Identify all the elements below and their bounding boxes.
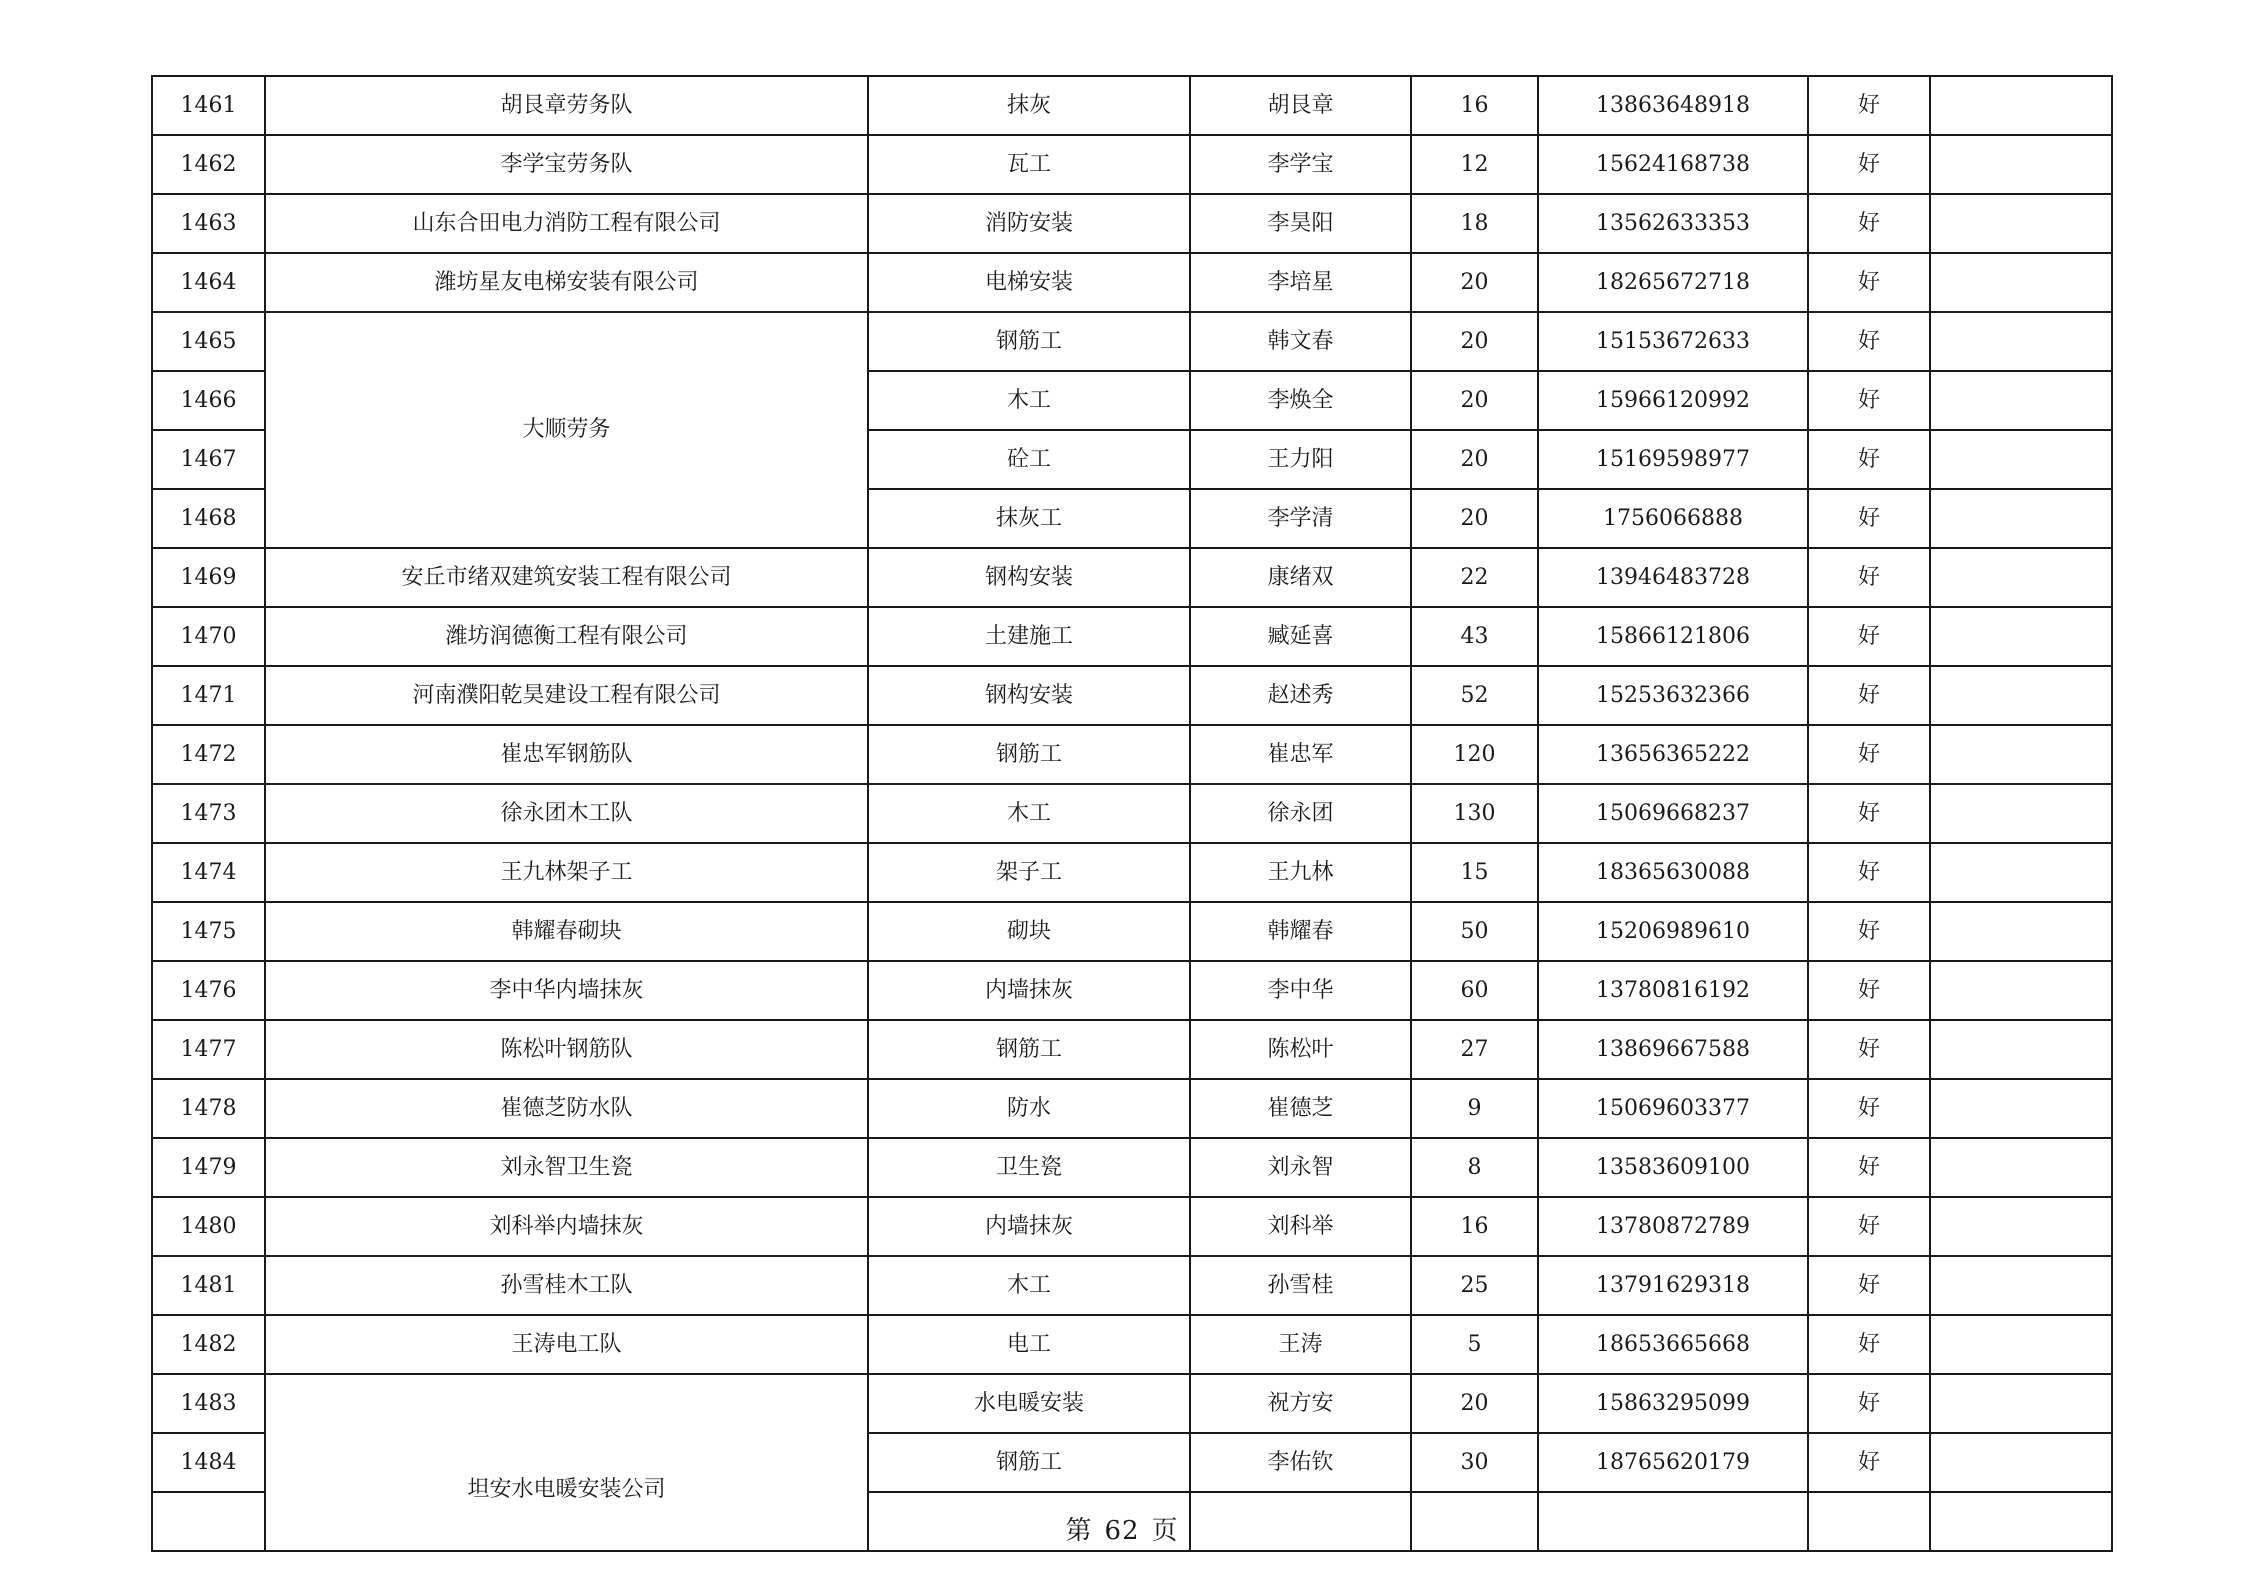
note-cell [1930,135,2112,194]
trade-cell: 土建施工 [868,607,1190,666]
leader-cell: 李学清 [1190,489,1411,548]
worker-count-cell: 8 [1411,1138,1538,1197]
note-cell [1930,1374,2112,1433]
rating-cell: 好 [1808,489,1930,548]
trade-cell: 钢筋工 [868,1020,1190,1079]
leader-cell: 胡艮章 [1190,76,1411,135]
company-cell: 刘科举内墙抹灰 [265,1197,868,1256]
leader-cell: 崔德芝 [1190,1079,1411,1138]
table-row [152,312,2112,371]
trade-cell: 防水 [868,1079,1190,1138]
row-number-cell: 1461 [152,76,265,135]
worker-count-cell: 15 [1411,843,1538,902]
phone-cell: 18653665668 [1538,1315,1808,1374]
trade-cell: 架子工 [868,843,1190,902]
phone-cell: 13656365222 [1538,725,1808,784]
note-cell [1930,961,2112,1020]
trade-cell: 抹灰工 [868,489,1190,548]
table-row [152,1315,2112,1374]
worker-count-cell: 20 [1411,253,1538,312]
table-row [152,1374,2112,1433]
trade-cell: 木工 [868,1256,1190,1315]
trade-cell: 钢筋工 [868,312,1190,371]
rating-cell: 好 [1808,548,1930,607]
rating-cell: 好 [1808,430,1930,489]
worker-count-cell: 20 [1411,371,1538,430]
row-number-cell: 1482 [152,1315,265,1374]
rating-cell: 好 [1808,725,1930,784]
table-row [152,1079,2112,1138]
table-row [152,961,2112,1020]
company-cell: 河南濮阳乾昊建设工程有限公司 [265,666,868,725]
note-cell [1930,1433,2112,1492]
page-number-footer [0,1510,2244,1547]
company-cell: 胡艮章劳务队 [265,76,868,135]
trade-cell: 砌块 [868,902,1190,961]
worker-count-cell: 25 [1411,1256,1538,1315]
rating-cell: 好 [1808,135,1930,194]
worker-count-cell: 120 [1411,725,1538,784]
rating-cell: 好 [1808,784,1930,843]
worker-count-cell: 16 [1411,1197,1538,1256]
trade-cell: 内墙抹灰 [868,961,1190,1020]
note-cell [1930,843,2112,902]
leader-cell: 康绪双 [1190,548,1411,607]
phone-cell: 15863295099 [1538,1374,1808,1433]
company-cell: 潍坊星友电梯安装有限公司 [265,253,868,312]
phone-cell: 13583609100 [1538,1138,1808,1197]
note-cell [1930,371,2112,430]
phone-cell: 15624168738 [1538,135,1808,194]
row-number-cell: 1474 [152,843,265,902]
roster-sheet [151,75,2111,1502]
note-cell [1930,489,2112,548]
phone-cell: 13869667588 [1538,1020,1808,1079]
row-number-cell: 1462 [152,135,265,194]
phone-cell: 15069668237 [1538,784,1808,843]
rating-cell: 好 [1808,1197,1930,1256]
trade-cell: 钢筋工 [868,1433,1190,1492]
phone-cell: 18265672718 [1538,253,1808,312]
leader-cell: 陈松叶 [1190,1020,1411,1079]
worker-count-cell: 43 [1411,607,1538,666]
worker-count-cell: 12 [1411,135,1538,194]
worker-count-cell: 9 [1411,1079,1538,1138]
table-row [152,253,2112,312]
note-cell [1930,1315,2112,1374]
leader-cell: 韩耀春 [1190,902,1411,961]
worker-count-cell: 16 [1411,76,1538,135]
company-cell: 刘永智卫生瓷 [265,1138,868,1197]
note-cell [1930,1197,2112,1256]
leader-cell: 徐永团 [1190,784,1411,843]
rating-cell: 好 [1808,1315,1930,1374]
worker-count-cell: 20 [1411,430,1538,489]
phone-cell: 15253632366 [1538,666,1808,725]
table-row [152,1256,2112,1315]
company-cell: 王涛电工队 [265,1315,868,1374]
worker-count-cell: 20 [1411,312,1538,371]
trade-cell: 抹灰 [868,76,1190,135]
worker-count-cell: 50 [1411,902,1538,961]
leader-cell: 李焕全 [1190,371,1411,430]
note-cell [1930,607,2112,666]
note-cell [1930,253,2112,312]
trade-cell: 卫生瓷 [868,1138,1190,1197]
phone-cell: 13946483728 [1538,548,1808,607]
phone-cell: 15866121806 [1538,607,1808,666]
trade-cell: 瓦工 [868,135,1190,194]
company-cell: 李中华内墙抹灰 [265,961,868,1020]
trade-cell: 木工 [868,371,1190,430]
worker-count-cell: 18 [1411,194,1538,253]
note-cell [1930,725,2112,784]
trade-cell: 消防安装 [868,194,1190,253]
table-row [152,1197,2112,1256]
table-row [152,666,2112,725]
note-cell [1930,1138,2112,1197]
table-row [152,135,2112,194]
row-number-cell: 1475 [152,902,265,961]
row-number-cell: 1477 [152,1020,265,1079]
leader-cell: 刘永智 [1190,1138,1411,1197]
phone-cell: 13562633353 [1538,194,1808,253]
rating-cell: 好 [1808,1079,1930,1138]
company-cell: 安丘市绪双建筑安装工程有限公司 [265,548,868,607]
worker-count-cell: 20 [1411,1374,1538,1433]
row-number-cell: 1470 [152,607,265,666]
note-cell [1930,902,2112,961]
company-cell: 徐永团木工队 [265,784,868,843]
rating-cell: 好 [1808,666,1930,725]
page-number: 62 [1104,1516,1140,1546]
trade-cell: 钢构安装 [868,666,1190,725]
table-row [152,1138,2112,1197]
worker-count-cell: 130 [1411,784,1538,843]
row-number-cell: 1473 [152,784,265,843]
company-cell: 王九林架子工 [265,843,868,902]
contractor-roster-table [151,75,2113,1552]
table-row [152,607,2112,666]
company-cell: 山东合田电力消防工程有限公司 [265,194,868,253]
leader-cell: 祝方安 [1190,1374,1411,1433]
worker-count-cell: 5 [1411,1315,1538,1374]
rating-cell: 好 [1808,843,1930,902]
phone-cell: 13780872789 [1538,1197,1808,1256]
rating-cell: 好 [1808,312,1930,371]
note-cell [1930,784,2112,843]
table-row [152,76,2112,135]
row-number-cell: 1480 [152,1197,265,1256]
rating-cell: 好 [1808,1433,1930,1492]
note-cell [1930,430,2112,489]
rating-cell: 好 [1808,1256,1930,1315]
trade-cell: 水电暖安装 [868,1374,1190,1433]
leader-cell: 崔忠军 [1190,725,1411,784]
worker-count-cell: 20 [1411,489,1538,548]
phone-cell: 13780816192 [1538,961,1808,1020]
leader-cell: 李佑钦 [1190,1433,1411,1492]
leader-cell: 王涛 [1190,1315,1411,1374]
table-row [152,843,2112,902]
company-cell-merged: 大顺劳务 [265,312,868,548]
row-number-cell: 1466 [152,371,265,430]
leader-cell: 李昊阳 [1190,194,1411,253]
row-number-cell: 1478 [152,1079,265,1138]
trade-cell: 电工 [868,1315,1190,1374]
leader-cell: 李中华 [1190,961,1411,1020]
row-number-cell: 1465 [152,312,265,371]
note-cell [1930,194,2112,253]
note-cell [1930,1020,2112,1079]
table-row [152,725,2112,784]
rating-cell: 好 [1808,607,1930,666]
trade-cell: 砼工 [868,430,1190,489]
note-cell [1930,666,2112,725]
worker-count-cell: 22 [1411,548,1538,607]
phone-cell: 15169598977 [1538,430,1808,489]
phone-cell: 15206989610 [1538,902,1808,961]
row-number-cell: 1468 [152,489,265,548]
table-row [152,784,2112,843]
row-number-cell: 1479 [152,1138,265,1197]
company-cell: 潍坊润德衡工程有限公司 [265,607,868,666]
phone-cell: 1756066888 [1538,489,1808,548]
rating-cell: 好 [1808,194,1930,253]
trade-cell: 木工 [868,784,1190,843]
row-number-cell: 1464 [152,253,265,312]
company-cell: 陈松叶钢筋队 [265,1020,868,1079]
phone-cell: 18765620179 [1538,1433,1808,1492]
company-cell: 崔忠军钢筋队 [265,725,868,784]
row-number-cell: 1469 [152,548,265,607]
rating-cell: 好 [1808,961,1930,1020]
leader-cell: 刘科举 [1190,1197,1411,1256]
phone-cell: 15069603377 [1538,1079,1808,1138]
company-cell: 孙雪桂木工队 [265,1256,868,1315]
leader-cell: 李学宝 [1190,135,1411,194]
note-cell [1930,1079,2112,1138]
page-suffix: 页 [1151,1516,1179,1546]
trade-cell: 电梯安装 [868,253,1190,312]
company-cell: 李学宝劳务队 [265,135,868,194]
trade-cell: 钢构安装 [868,548,1190,607]
company-cell-label: 坦安水电暖安装公司 [467,1477,666,1502]
leader-cell: 孙雪桂 [1190,1256,1411,1315]
note-cell [1930,548,2112,607]
phone-cell: 13863648918 [1538,76,1808,135]
note-cell [1930,76,2112,135]
phone-cell: 15153672633 [1538,312,1808,371]
page-prefix: 第 [1065,1516,1093,1546]
phone-cell: 13791629318 [1538,1256,1808,1315]
leader-cell: 王九林 [1190,843,1411,902]
row-number-cell: 1471 [152,666,265,725]
leader-cell: 王力阳 [1190,430,1411,489]
note-cell [1930,1256,2112,1315]
row-number-cell: 1467 [152,430,265,489]
row-number-cell: 1484 [152,1433,265,1492]
rating-cell: 好 [1808,76,1930,135]
rating-cell: 好 [1808,371,1930,430]
note-cell [1930,312,2112,371]
rating-cell: 好 [1808,902,1930,961]
worker-count-cell: 27 [1411,1020,1538,1079]
trade-cell: 内墙抹灰 [868,1197,1190,1256]
rating-cell: 好 [1808,1020,1930,1079]
row-number-cell: 1481 [152,1256,265,1315]
company-cell: 崔德芝防水队 [265,1079,868,1138]
table-row [152,194,2112,253]
rating-cell: 好 [1808,1138,1930,1197]
phone-cell: 15966120992 [1538,371,1808,430]
leader-cell: 韩文春 [1190,312,1411,371]
leader-cell: 臧延喜 [1190,607,1411,666]
leader-cell: 赵述秀 [1190,666,1411,725]
row-number-cell: 1476 [152,961,265,1020]
company-cell: 韩耀春砌块 [265,902,868,961]
row-number-cell: 1472 [152,725,265,784]
worker-count-cell: 52 [1411,666,1538,725]
trade-cell: 钢筋工 [868,725,1190,784]
table-row [152,548,2112,607]
phone-cell: 18365630088 [1538,843,1808,902]
worker-count-cell: 30 [1411,1433,1538,1492]
worker-count-cell: 60 [1411,961,1538,1020]
table-row [152,1020,2112,1079]
row-number-cell: 1483 [152,1374,265,1433]
row-number-cell: 1463 [152,194,265,253]
leader-cell: 李培星 [1190,253,1411,312]
rating-cell: 好 [1808,1374,1930,1433]
table-row [152,902,2112,961]
rating-cell: 好 [1808,253,1930,312]
